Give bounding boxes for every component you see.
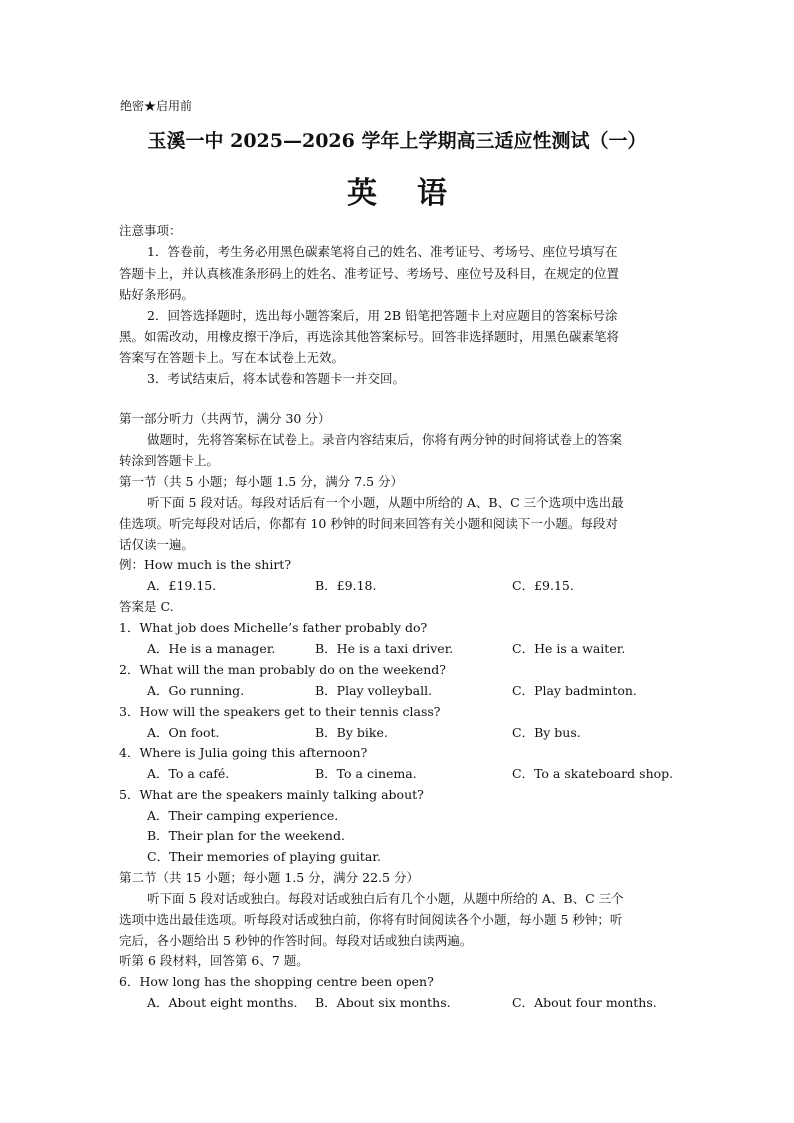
q6-option-a: A．About eight months.	[147, 995, 298, 1010]
q5-option-a: A．Their camping experience.	[147, 808, 339, 823]
example-option-b: B．£9.18.	[315, 578, 377, 593]
classified-label: 绝密★启用前	[120, 99, 193, 113]
q1-option-c: C．He is a waiter.	[512, 641, 626, 656]
question-3: 3．How will the speakers get to their tennis class?	[119, 704, 441, 719]
q4-option-a: A．To a café.	[147, 766, 230, 781]
notice-line: 1．答卷前，考生务必用黑色碳素笔将自己的姓名、准考证号、考场号、座位号填写在	[147, 244, 618, 259]
section1-intro: 话仅读一遍。	[119, 537, 195, 552]
q2-option-b: B．Play volleyball.	[315, 683, 433, 698]
q3-option-b: B．By bike.	[315, 725, 388, 740]
material-note: 听第 6 段材料，回答第 6、7 题。	[119, 953, 309, 968]
q3-option-c: C．By bus.	[512, 725, 581, 740]
q1-option-a: A．He is a manager.	[147, 641, 276, 656]
notice-line: 答题卡上，并认真核准条形码上的姓名、准考证号、考场号、座位号及科目，在规定的位置	[119, 266, 620, 281]
section1-intro: 听下面 5 段对话。每段对话后有一个小题，从题中所给的 A、B、C 三个选项中选出最	[147, 495, 624, 510]
part1-intro: 做题时，先将答案标在试卷上。录音内容结束后，你将有两分钟的时间将试卷上的答案	[147, 432, 623, 447]
question-5: 5．What are the speakers mainly talking about?	[119, 787, 424, 802]
q3-option-a: A．On foot.	[147, 725, 220, 740]
section2-intro: 听下面 5 段对话或独白。每段对话或独白后有几个小题，从题中所给的 A、B、C 三个	[147, 891, 624, 906]
subject-title: 英语	[347, 176, 487, 211]
section1-intro: 佳选项。听完每段对话后，你都有 10 秒钟的时间来回答有关小题和阅读下一小题。每段对	[119, 516, 618, 531]
q2-option-c: C．Play badminton.	[512, 683, 637, 698]
section2-intro: 选项中选出最佳选项。听每段对话或独白前，你将有时间阅读各个小题，每小题 5 秒钟；听	[119, 912, 623, 927]
notice-line: 答案写在答题卡上。写在本试卷上无效。	[119, 350, 345, 365]
example-answer: 答案是 C.	[119, 599, 174, 614]
notice-line: 黑。如需改动，用橡皮擦干净后，再选涂其他答案标号。回答非选择题时，用黑色碳素笔将	[119, 329, 620, 344]
section2-intro: 完后，各小题给出 5 秒钟的作答时间。每段对话或独白读两遍。	[119, 933, 473, 948]
section2-heading: 第二节（共 15 小题；每小题 1.5 分，满分 22.5 分）	[119, 870, 419, 885]
exam-title: 玉溪一中 2025—2026 学年上学期高三适应性测试（一）	[147, 130, 647, 152]
q2-option-a: A．Go running.	[147, 683, 245, 698]
section1-heading: 第一节（共 5 小题；每小题 1.5 分，满分 7.5 分）	[119, 474, 404, 489]
notice-line: 贴好条形码。	[119, 287, 195, 302]
question-6: 6．How long has the shopping centre been open?	[119, 974, 434, 989]
q4-option-b: B．To a cinema.	[315, 766, 417, 781]
q1-option-b: B．He is a taxi driver.	[315, 641, 454, 656]
notice-line: 2．回答选择题时，选出每小题答案后，用 2B 铅笔把答题卡上对应题目的答案标号涂	[147, 308, 618, 323]
example-option-a: A．£19.15.	[147, 578, 217, 593]
q6-option-b: B．About six months.	[315, 995, 451, 1010]
example-question: 例：How much is the shirt?	[119, 557, 292, 572]
q5-option-b: B．Their plan for the weekend.	[147, 828, 345, 843]
question-2: 2．What will the man probably do on the weekend?	[119, 662, 446, 677]
q6-option-c: C．About four months.	[512, 995, 657, 1010]
example-option-c: C．£9.15.	[512, 578, 574, 593]
part1-heading: 第一部分听力（共两节，满分 30 分）	[119, 411, 331, 426]
part1-intro: 转涂到答题卡上。	[119, 453, 220, 468]
q4-option-c: C．To a skateboard shop.	[512, 766, 674, 781]
notice-heading: 注意事项：	[119, 223, 182, 238]
question-1: 1．What job does Michelle’s father probably do?	[119, 620, 428, 635]
notice-line: 3．考试结束后，将本试卷和答题卡一并交回。	[147, 371, 405, 386]
question-4: 4．Where is Julia going this afternoon?	[119, 745, 368, 760]
q5-option-c: C．Their memories of playing guitar.	[147, 849, 381, 864]
